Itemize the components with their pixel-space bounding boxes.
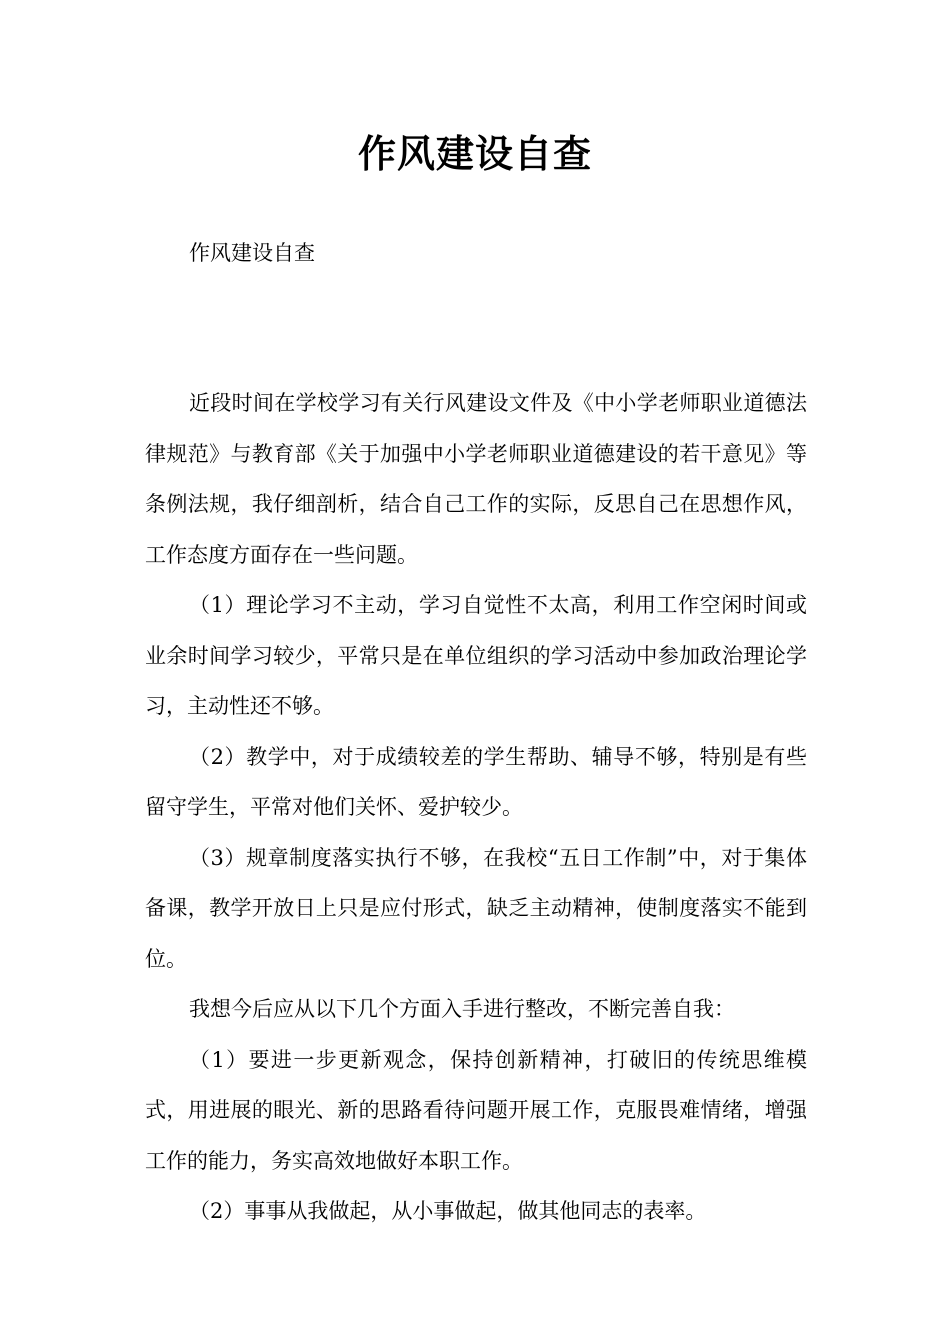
paragraph-rectification-2: （2）事事从我做起，从小事做起，做其他同志的表率。 — [189, 1199, 707, 1223]
paragraph-problem-1: （1）理论学习不主动，学习自觉性不太高，利用工作空闲时间或业余时间学习较少，平常只是在单位组织的学习活动中参加政治理论学习，主动性还不够。 — [145, 593, 807, 718]
document-title: 作风建设自查 — [357, 132, 592, 176]
paragraph-rectification-intro: 我想今后应从以下几个方面入手进行整改，不断完善自我： — [189, 997, 735, 1021]
paragraph-intro: 近段时间在学校学习有关行风建设文件及《中小学老师职业道德法律规范》与教育部《关于加强中小学老师职业道德建设的若干意见》等条例法规，我仔细剖析，结合自己工作的实际，反思自己在思想作风，工作态度方面存在一些问题。 — [145, 391, 807, 567]
paragraph-problem-2: （2）教学中，对于成绩较差的学生帮助、辅导不够，特别是有些留守学生，平常对他们关怀、爱护较少。 — [145, 744, 807, 819]
paragraph-rectification-1: （1）要进一步更新观念，保持创新精神，打破旧的传统思维模式，用进展的眼光、新的思路看待问题开展工作，克服畏难情绪，增强工作的能力，务实高效地做好本职工作。 — [145, 1047, 807, 1173]
document-subtitle: 作风建设自查 — [189, 241, 315, 265]
document-body — [145, 378, 807, 1237]
paragraph-problem-3: （3）规章制度落实执行不够，在我校“五日工作制”中，对于集体备课，教学开放日上只是应付形式，缺乏主动精神，使制度落实不能到位。 — [145, 845, 807, 971]
